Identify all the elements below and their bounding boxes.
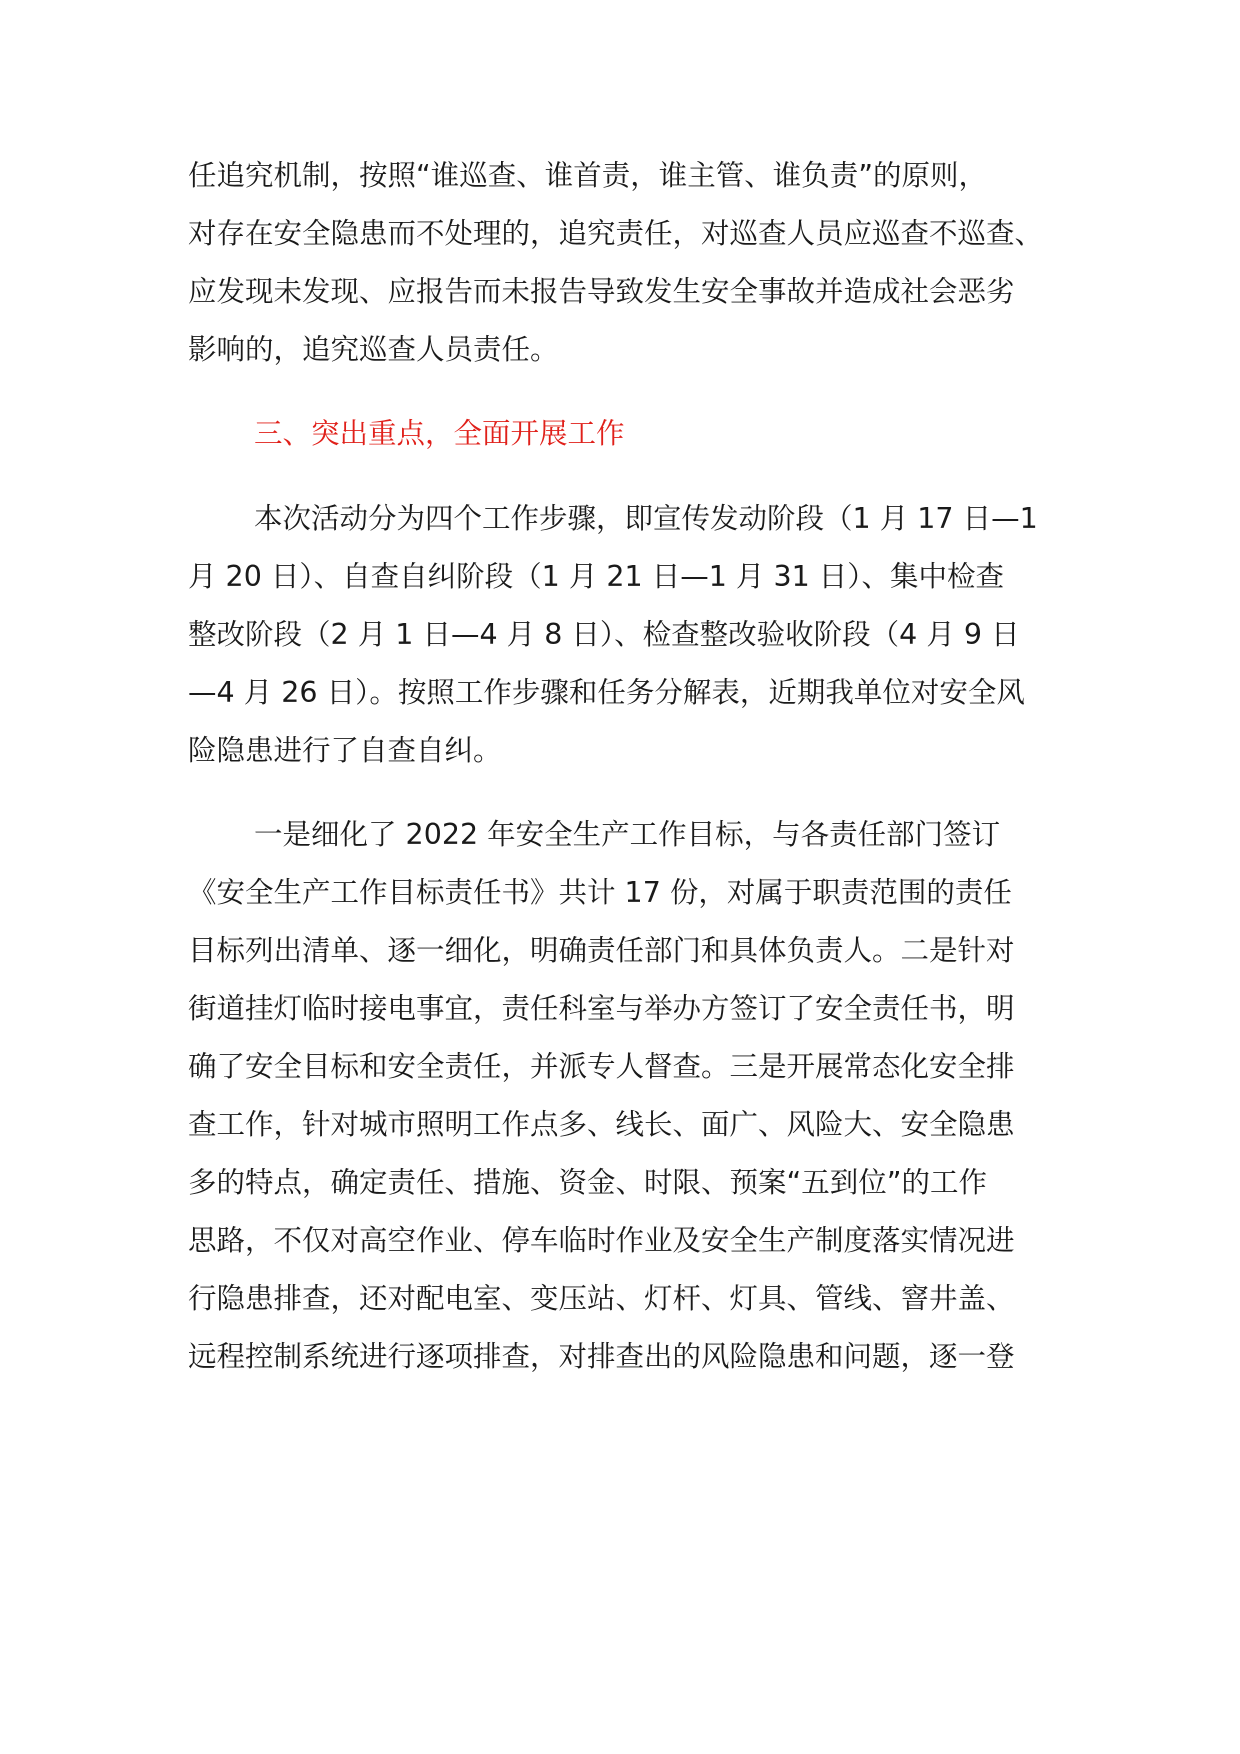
paragraph-1-line-3: 应发现未发现、应报告而未报告导致发生安全事故并造成社会恶劣 (188, 275, 1015, 308)
paragraph-3-line-6: 查工作，针对城市照明工作点多、线长、面广、风险大、安全隐患 (188, 1108, 1015, 1141)
paragraph-3-line-3: 目标列出清单、逐一细化，明确责任部门和具体负责人。二是针对 (188, 934, 1015, 967)
paragraph-3-line-9: 行隐患排查，还对配电室、变压站、灯杆、灯具、管线、窨井盖、 (188, 1282, 1015, 1315)
paragraph-3-line-1: 一是细化了 2022 年安全生产工作目标，与各责任部门签订 (254, 818, 1001, 851)
paragraph-3-line-10: 远程控制系统进行逐项排查，对排查出的风险隐患和问题，逐一登 (188, 1340, 1015, 1373)
paragraph-2-line-1: 本次活动分为四个工作步骤，即宣传发动阶段（1 月 17 日—1 (254, 502, 1038, 535)
section-heading: 三、突出重点，全面开展工作 (254, 417, 625, 450)
paragraph-2-line-2: 月 20 日）、自查自纠阶段（1 月 21 日—1 月 31 日）、集中检查 (188, 560, 1005, 593)
paragraph-2-line-3: 整改阶段（2 月 1 日—4 月 8 日）、检查整改验收阶段（4 月 9 日 (188, 618, 1020, 651)
paragraph-2-line-4: —4 月 26 日）。按照工作步骤和任务分解表，近期我单位对安全风 (188, 676, 1025, 709)
paragraph-1-line-2: 对存在安全隐患而不处理的，追究责任，对巡查人员应巡查不巡查、 (188, 217, 1044, 250)
paragraph-1-line-4: 影响的，追究巡查人员责任。 (188, 333, 559, 366)
paragraph-3-line-4: 街道挂灯临时接电事宜，责任科室与举办方签订了安全责任书，明 (188, 992, 1015, 1025)
paragraph-2-line-5: 险隐患进行了自查自纠。 (188, 734, 502, 767)
paragraph-3-line-7: 多的特点，确定责任、措施、资金、时限、预案“五到位”的工作 (188, 1166, 988, 1199)
paragraph-1-line-1: 任追究机制，按照“谁巡查、谁首责，谁主管、谁负责”的原则， (188, 159, 988, 192)
paragraph-3-line-2: 《安全生产工作目标责任书》共计 17 份，对属于职责范围的责任 (188, 876, 1012, 909)
paragraph-3-line-5: 确了安全目标和安全责任，并派专人督查。三是开展常态化安全排 (188, 1050, 1015, 1083)
paragraph-3-line-8: 思路，不仅对高空作业、停车临时作业及安全生产制度落实情况进 (188, 1224, 1015, 1257)
